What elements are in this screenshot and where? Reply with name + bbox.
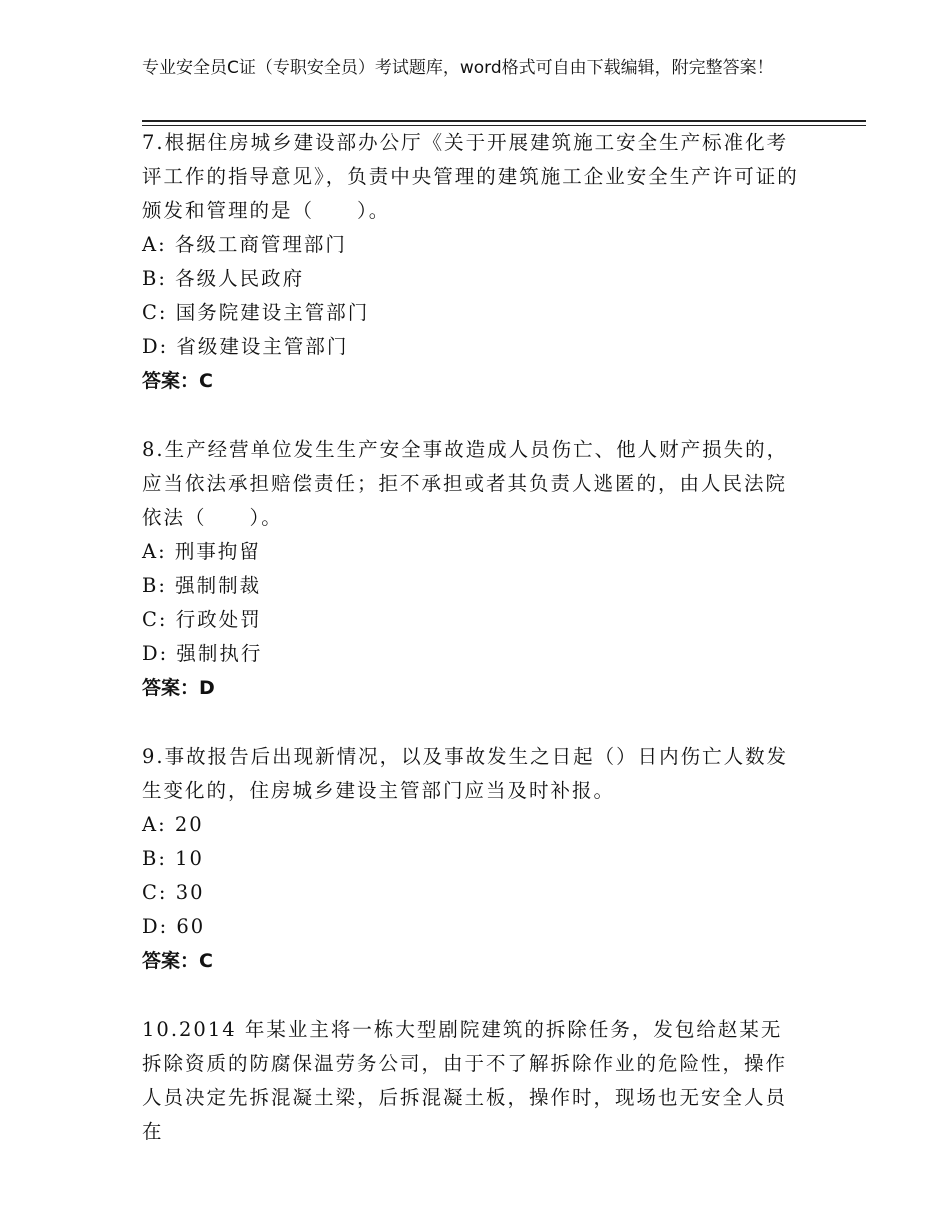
option-c: C: 30 <box>142 881 205 904</box>
option-b: B: 强制制裁 <box>142 574 262 597</box>
document-header: 专业安全员C证（专职安全员）考试题库，word格式可自由下载编辑，附完整答案！ <box>142 58 774 78</box>
option-d: D: 强制执行 <box>142 642 263 665</box>
question-10 <box>142 1013 802 1149</box>
option-b: B: 各级人民政府 <box>142 267 305 290</box>
option-c: C: 行政处罚 <box>142 608 262 631</box>
question-8 <box>142 433 802 705</box>
option-c: C: 国务院建设主管部门 <box>142 301 370 324</box>
question-stem: 9.事故报告后出现新情况，以及事故发生之日起（）日内伤亡人数发生变化的，住房城乡建设主管部门应当及时补报。 <box>142 745 789 802</box>
answer: 答案：D <box>142 677 215 699</box>
question-9 <box>142 740 802 978</box>
header-divider <box>142 120 866 122</box>
option-d: D: 60 <box>142 915 206 938</box>
question-7 <box>142 126 802 398</box>
option-a: A: 20 <box>142 813 204 836</box>
question-stem: 7.根据住房城乡建设部办公厅《关于开展建筑施工安全生产标准化考评工作的指导意见》，负责中央管理的建筑施工企业安全生产许可证的颁发和管理的是（ ）。 <box>142 131 799 222</box>
question-stem: 10.2014 年某业主将一栋大型剧院建筑的拆除任务，发包给赵某无拆除资质的防腐保温劳务公司，由于不了解拆除作业的危险性，操作人员决定先拆混凝土梁，后拆混凝土板，操作时，现场也无安全人员在 <box>142 1018 788 1143</box>
option-a: A: 各级工商管理部门 <box>142 233 347 256</box>
answer: 答案：C <box>142 370 213 392</box>
answer: 答案：C <box>142 950 213 972</box>
option-d: D: 省级建设主管部门 <box>142 335 349 358</box>
question-stem: 8.生产经营单位发生生产安全事故造成人员伤亡、他人财产损失的，应当依法承担赔偿责任；拒不承担或者其负责人逃匿的，由人民法院依法（ ）。 <box>142 438 789 529</box>
option-b: B: 10 <box>142 847 204 870</box>
option-a: A: 刑事拘留 <box>142 540 261 563</box>
